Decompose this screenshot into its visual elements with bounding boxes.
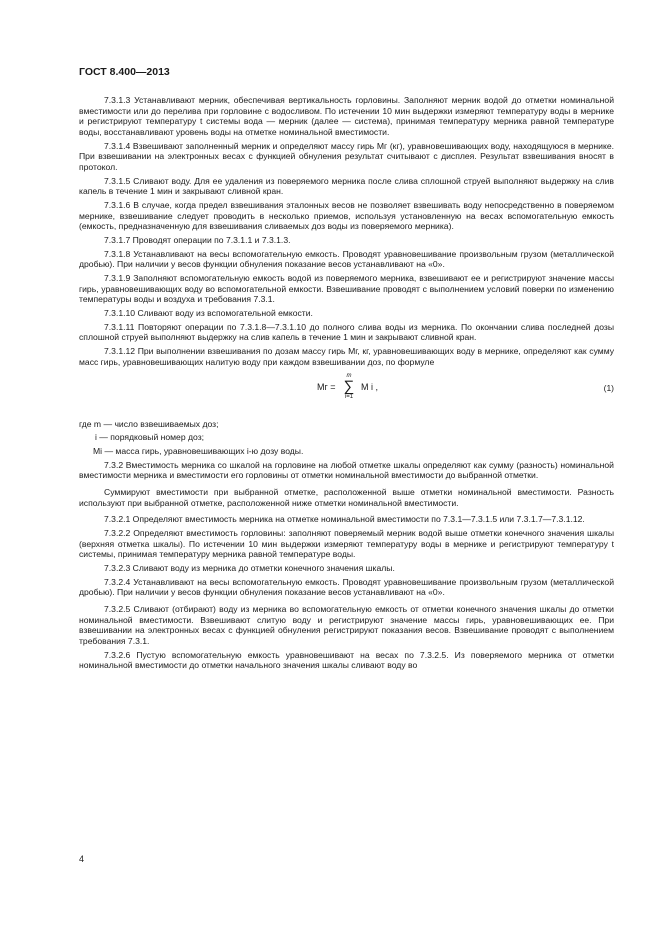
paragraph-7-3-1-5: 7.3.1.5 Сливают воду. Для ее удаления из поверяемого мерника после слива сплошной струей выполняют выдержку на слив капель в течение 1 мин и закрывают сливной кран. xyxy=(79,175,614,197)
paragraph-7-3-2-note: Суммируют вместимости при выбранной отметке, расположенной выше отметки номинальной вместимости. Разность используют при выбранной отметке, расположенной ниже отметки номинальной вместимости. xyxy=(79,487,614,508)
paragraph-7-3-1-10: 7.3.1.10 Сливают воду из вспомогательной емкости. xyxy=(104,308,313,318)
formula-number: (1) xyxy=(603,382,614,393)
formula-1 xyxy=(79,371,614,413)
paragraph-7-3-1-8: 7.3.1.8 Устанавливают на весы вспомогательную емкость. Проводят уравновешивание произвольным грузом (металлической дробью). При наличии у весов функции обнуления показание весов устанавливают на «0». xyxy=(79,248,614,270)
formula-sum xyxy=(341,373,357,401)
formula-rhs: M i , xyxy=(361,381,378,392)
definition-i: i — порядковый номер доз; xyxy=(95,432,205,443)
paragraph-7-3-2: 7.3.2 Вместимость мерника со шкалой на горловине на любой отметке шкалы определяют как сумму (разность) номинальной вместимости мерника и вместимости его горловины от отметки номинальной вместимости до выбранной отметки. xyxy=(79,459,614,481)
sigma-symbol: ∑ xyxy=(343,377,355,395)
paragraph-7-3-2-5: 7.3.2.5 Сливают (отбирают) воду из мерника во вспомогательную емкость от отметки конечного значения шкалы до отметки номинальной вместимости. Взвешивают слитую воду и регистрируют значение массы гирь, уравновешивающих ее. При взвешивании на электронных весах с функцией обнуления регистрируют показания весов. Взвешивание проводят с выполнением требования 7.3.1. xyxy=(79,603,614,646)
paragraph-7-3-1-9: 7.3.1.9 Заполняют вспомогательную емкость водой из поверяемого мерника, взвешивают ее и регистрируют значение массы гирь, уравновешивающих воду во вспомогательной емкости. Взвешивание проводят с выполнением условий поверки по изменению температуры воды и воздуха и требования 7.3.1. xyxy=(79,273,614,305)
paragraph-7-3-1-4: 7.3.1.4 Взвешивают заполненный мерник и определяют массу гирь Mг (кг), уравновешивающих воду, находящуюся в мернике. При взвешивании на электронных весах с функцией обнуления результат считывают с дисплея. Результат взвешивания вносят в протокол. xyxy=(79,140,614,172)
paragraph-7-3-2-3: 7.3.2.3 Сливают воду из мерника до отметки конечного значения шкалы. xyxy=(104,563,395,573)
paragraph-7-3-1-12: 7.3.1.12 При выполнении взвешивания по дозам массу гирь Mг, кг, уравновешивающих воду в мернике, определяют как сумму масс гирь, уравновешивающих налитую воду при каждом взвешивании доз, по формуле xyxy=(79,346,614,367)
paragraph-7-3-2-2: 7.3.2.2 Определяют вместимость горловины: заполняют поверяемый мерник водой выше отметки конечного значения шкалы (верхняя отметка шкалы). По истечении 10 мин выдержки измеряют температуру воды в мернике и регистрируют температуру t системы, принимая температуру мерника равной температуре воды. xyxy=(79,528,614,560)
document-body xyxy=(79,95,614,674)
paragraph-7-3-1-11: 7.3.1.11 Повторяют операции по 7.3.1.8—7.3.1.10 до полного слива воды из мерника. По окончании слива последней дозы сплошной струей выполняют выдержку на слив капель в течение 1 мин и закрывают сливной кран. xyxy=(79,321,614,343)
paragraph-7-3-1-7: 7.3.1.7 Проводят операции по 7.3.1.1 и 7.3.1.3. xyxy=(104,234,291,245)
page-header-title: ГОСТ 8.400—2013 xyxy=(79,66,170,78)
paragraph-7-3-1-3: 7.3.1.3 Устанавливают мерник, обеспечивая вертикальность горловины. Заполняют мерник водой до отметки номинальной вместимости или до перелива при горловине с водосливом. По истечении 10 мин выдержки измеряют температуру воды в мернике и регистрируют температуру t системы вода — мерник (далее — система), принимая температуру мерника равной температуре воды, восстанавливают уровень воды на отметке номинальной вместимости. xyxy=(79,95,614,137)
paragraph-7-3-1-6: 7.3.1.6 В случае, когда предел взвешивания эталонных весов не позволяет взвешивать воду непосредственно в поверяемом мернике, взвешивание следует проводить в несколько приемов, используя установленную на весах вспомогательную емкость (емкость, предназначенную для взвешивания сливаемых доз воды из поверяемого мерника). xyxy=(79,199,614,232)
paragraph-7-3-2-4: 7.3.2.4 Устанавливают на весы вспомогательную емкость. Проводят уравновешивание произвольным грузом (металлической дробью). При наличии у весов функции обнуления показание весов устанавливают на «0». xyxy=(79,576,614,598)
formula-sum-upper-limit: m xyxy=(346,372,352,379)
paragraph-7-3-2-1: 7.3.2.1 Определяют вместимость мерника на отметке номинальной вместимости по 7.3.1—7.3.1.5 или 7.3.1.7—7.3.1.12. xyxy=(104,514,585,525)
definition-m: где m — число взвешиваемых доз; xyxy=(79,418,219,429)
paragraph-7-3-2-6: 7.3.2.6 Пустую вспомогательную емкость уравновешивают на весах по 7.3.2.5. Из поверяемого мерника от отметки номинальной вместимости до отметки начального значения шкалы сливают воду во xyxy=(79,649,614,671)
page-number: 4 xyxy=(79,854,85,864)
definition-mi: Mi — масса гирь, уравновешивающих i-ю дозу воды. xyxy=(93,446,304,457)
formula-sum-lower-limit: i=1 xyxy=(344,393,354,400)
formula-lhs: Mг = xyxy=(317,381,336,392)
